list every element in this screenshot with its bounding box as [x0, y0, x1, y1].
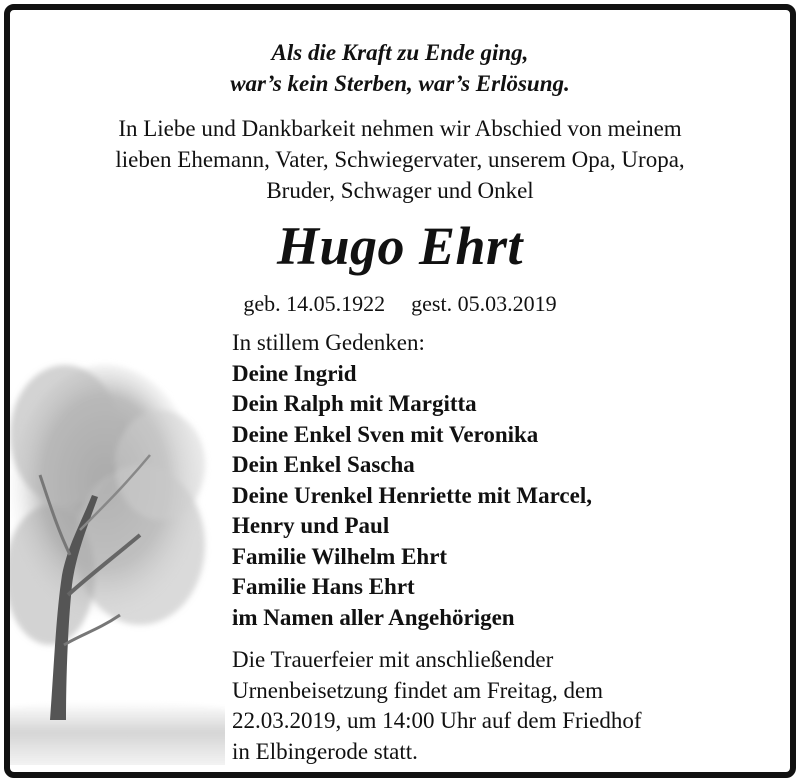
mourners-heading: In stillem Gedenken: [232, 330, 425, 355]
motto-line-1: Als die Kraft zu Ende ging, [271, 40, 529, 65]
deceased-name: Hugo Ehrt [276, 216, 524, 276]
mourner-line: Deine Ingrid [232, 360, 357, 386]
mourner-line: Dein Ralph mit Margitta [232, 391, 477, 416]
mourner-line: Deine Enkel Sven mit Veronika [232, 421, 539, 447]
death-date: gest. 05.03.2019 [411, 291, 557, 316]
mourner-line: Familie Wilhelm Ehrt [232, 543, 448, 569]
mourner-line: Henry und Paul [232, 513, 390, 538]
intro-line-2: lieben Ehemann, Vater, Schwiegervater, unserem Opa, Uropa, [115, 147, 685, 172]
obituary-frame [4, 4, 796, 778]
ceremony-block [232, 645, 641, 767]
mourner-line: Familie Hans Ehrt [232, 574, 415, 599]
mourner-line: im Namen aller Angehörigen [232, 604, 515, 630]
ceremony-line: Urnenbeisetzung findet am Freitag, dem [232, 677, 604, 703]
birth-date: geb. 14.05.1922 [243, 291, 386, 316]
intro-line-3: Bruder, Schwager und Onkel [266, 178, 534, 203]
ceremony-line: 22.03.2019, um 14:00 Uhr auf dem Friedhof [232, 708, 642, 733]
mourners-block [232, 328, 592, 633]
ceremony-line: Die Trauerfeier mit anschließender [232, 647, 554, 672]
tree-illustration [10, 345, 225, 765]
intro-line-1: In Liebe und Dankbarkeit nehmen wir Abschied von meinem [118, 116, 682, 141]
mourner-line: Dein Enkel Sascha [232, 452, 415, 477]
motto-line-2: war’s kein Sterben, war’s Erlösung. [230, 71, 570, 96]
ceremony-line: in Elbingerode statt. [232, 738, 418, 764]
mourner-line: Deine Urenkel Henriette mit Marcel, [232, 482, 592, 508]
life-dates [10, 291, 790, 317]
